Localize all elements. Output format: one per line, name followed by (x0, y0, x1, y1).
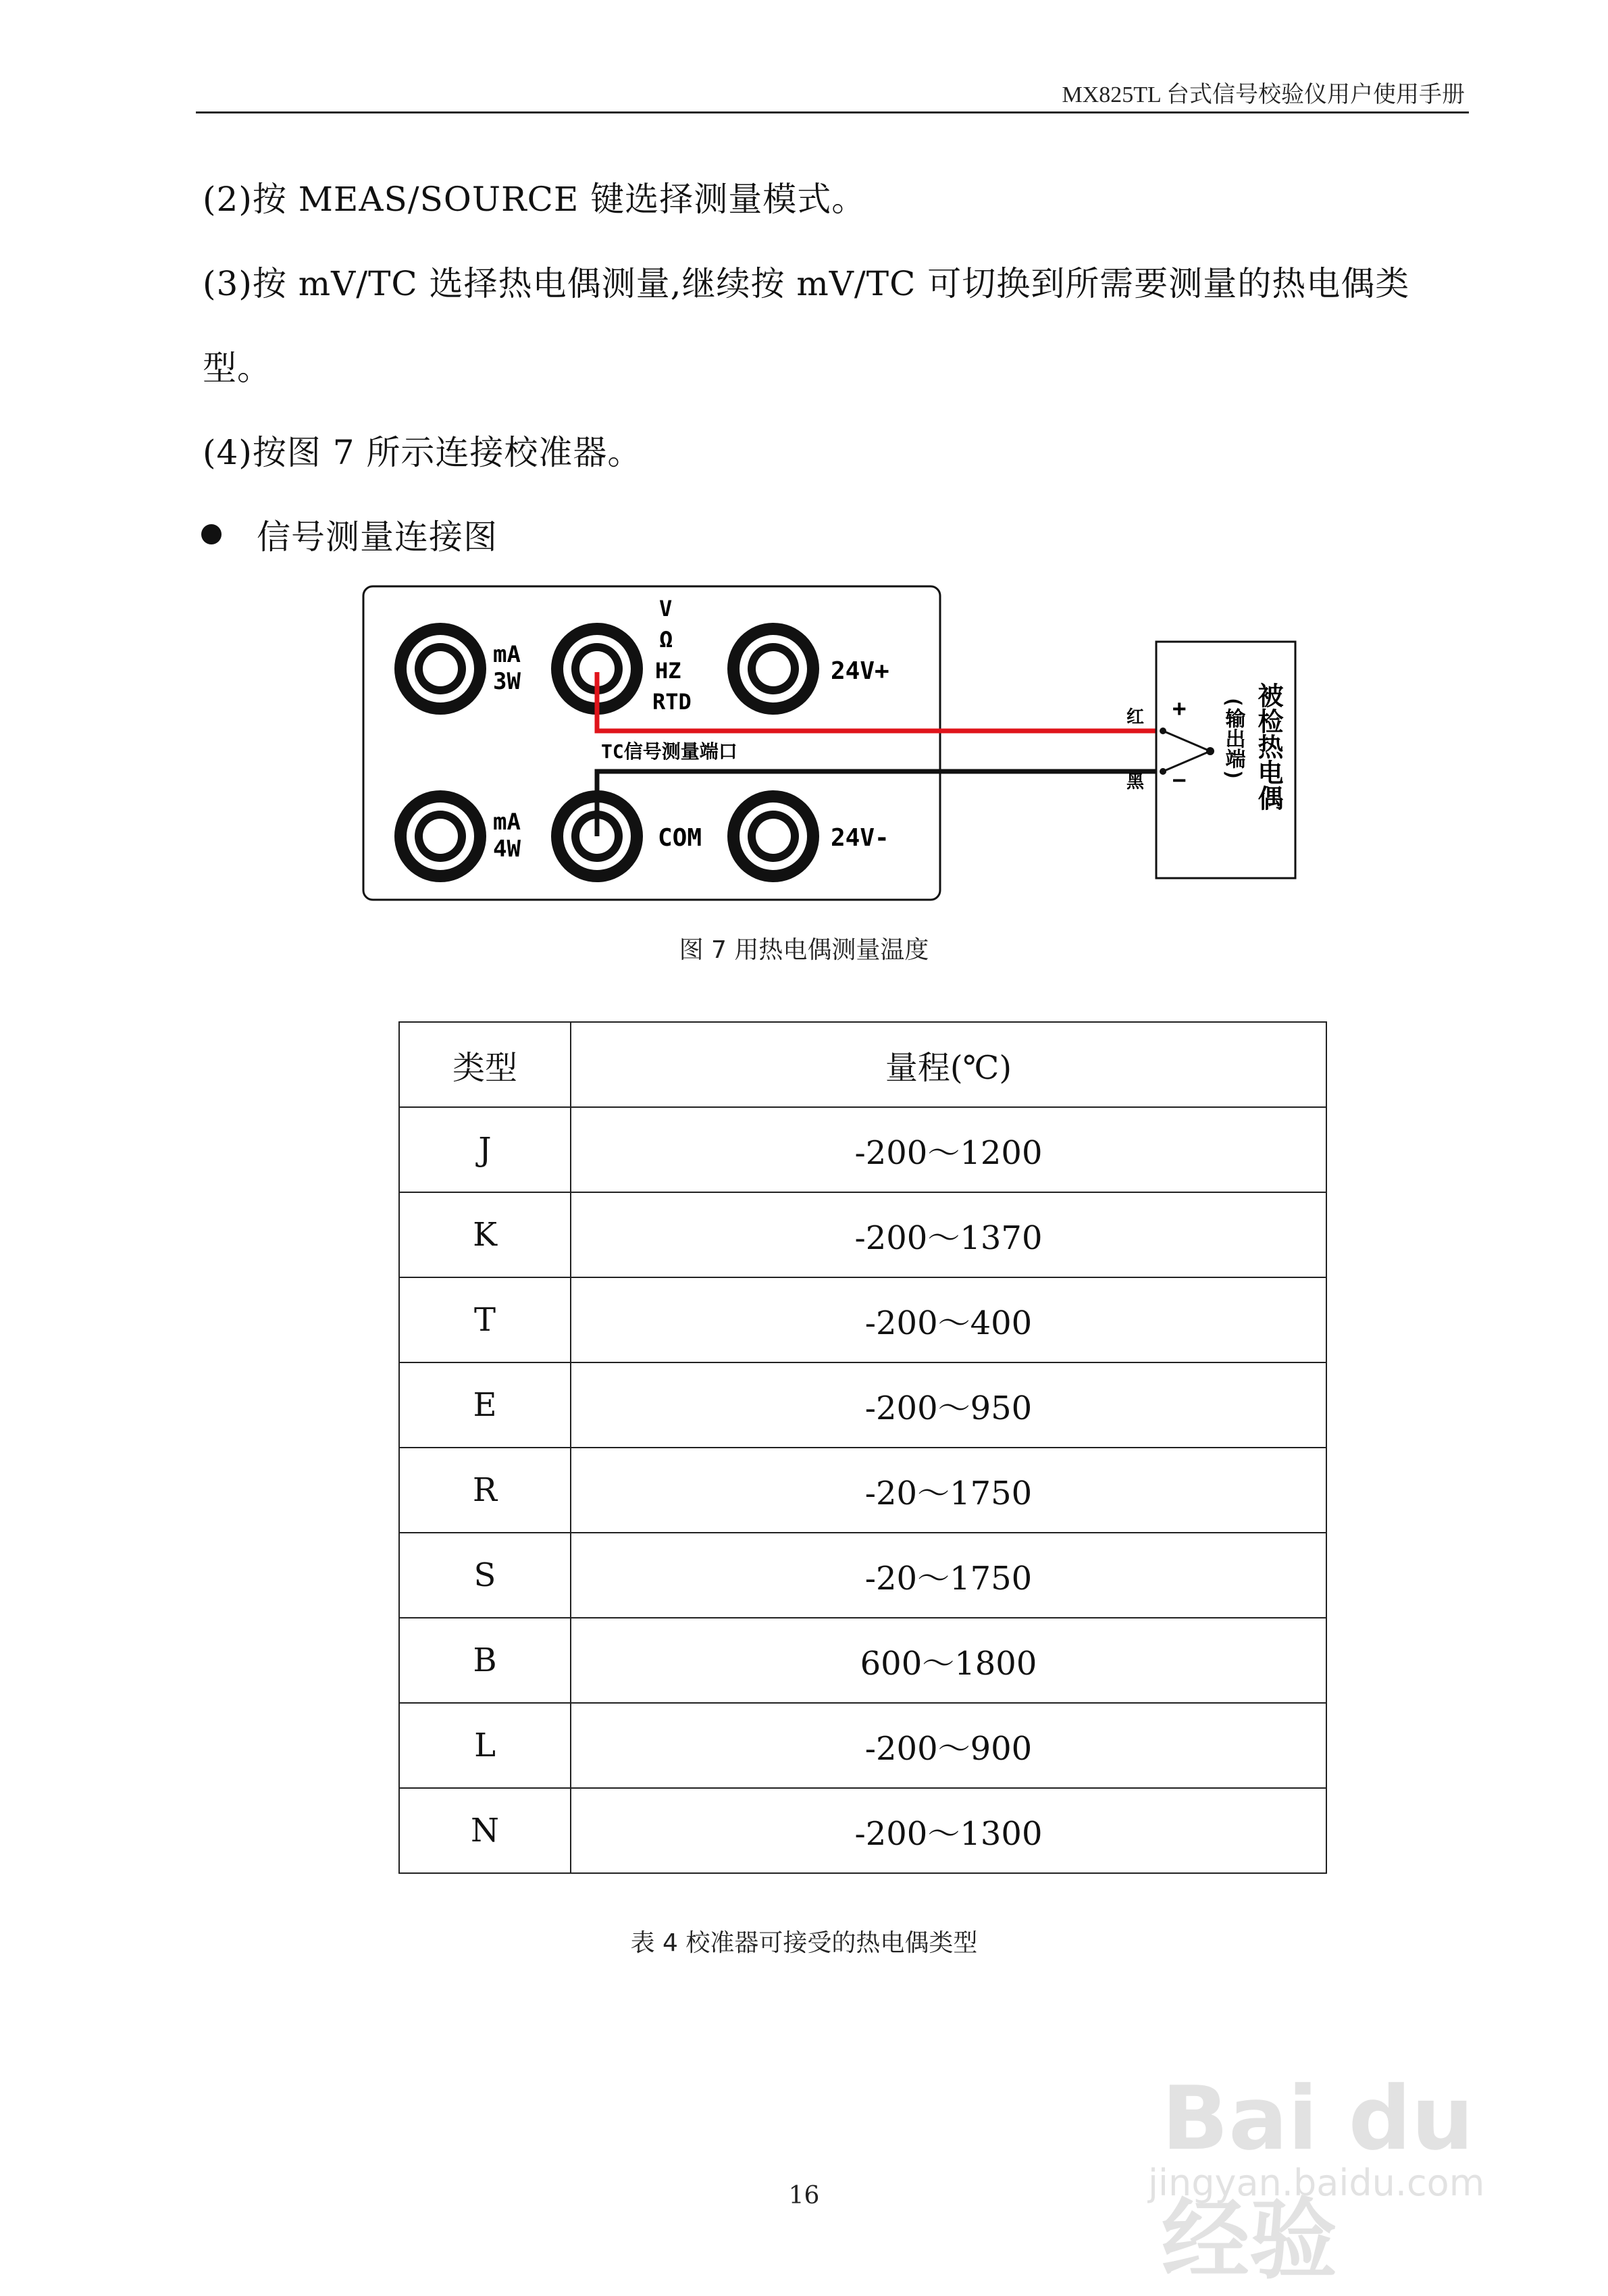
label-ma4w-1: mA (493, 809, 521, 836)
table-row (399, 1362, 1326, 1448)
cell-type: R (399, 1448, 571, 1533)
label-rtd: RTD (652, 689, 692, 715)
label-v: V (659, 596, 673, 621)
table-row (399, 1533, 1326, 1618)
terminal-ma-3w (394, 623, 486, 715)
label-com: COM (658, 824, 702, 852)
cell-range: -200～900 (571, 1703, 1326, 1788)
table-caption: 表 4 校准器可接受的热电偶类型 (630, 1929, 978, 1957)
cell-range: -200～1200 (571, 1107, 1326, 1192)
label-ma3w-1: mA (493, 641, 521, 668)
terminal-ma-4w (394, 790, 486, 882)
cell-type: L (399, 1703, 571, 1788)
cell-range: -20～1750 (571, 1448, 1326, 1533)
label-hz: HZ (655, 658, 681, 684)
terminal-24v-minus (727, 790, 819, 882)
cell-type: B (399, 1618, 571, 1703)
figure-caption: 图 7 用热电偶测量温度 (679, 936, 929, 964)
cell-type: K (399, 1192, 571, 1277)
header-title: MX825TL 台式信号校验仪用户使用手册 (1062, 82, 1465, 107)
plus-sign: + (1172, 695, 1187, 722)
baidu-watermark (1135, 2020, 1513, 2291)
label-ohm: Ω (659, 626, 673, 653)
table-row (399, 1448, 1326, 1533)
cell-range: -20～1750 (571, 1533, 1326, 1618)
table-row (399, 1107, 1326, 1192)
table-row (399, 1618, 1326, 1703)
device-label: 被检热电偶 (1253, 682, 1283, 811)
cell-type: E (399, 1362, 571, 1448)
cell-type: S (399, 1533, 571, 1618)
cell-range: -200～950 (571, 1362, 1326, 1448)
tc-port-label: TC信号测量端口 (601, 740, 737, 763)
header-rule (196, 111, 1469, 113)
label-ma4w-2: 4W (493, 836, 521, 863)
cell-range: 600～1800 (571, 1618, 1326, 1703)
cell-range: -200～400 (571, 1277, 1326, 1362)
header-range: 量程(℃) (571, 1022, 1326, 1107)
cell-range: -200～1370 (571, 1192, 1326, 1277)
table-row (399, 1788, 1326, 1873)
cell-type: T (399, 1277, 571, 1362)
label-24v-minus: 24V- (831, 824, 889, 852)
red-label: 红 (1126, 707, 1145, 728)
paragraph-step-2: (2)按 MEAS/SOURCE 键选择测量模式。 (203, 180, 866, 219)
watermark-logo: Bai du 经验 (1162, 2067, 1474, 2291)
label-24v-plus: 24V+ (831, 657, 889, 685)
terminal-24v-plus (727, 623, 819, 715)
table-row (399, 1703, 1326, 1788)
thermocouple-range-table (398, 1021, 1327, 1874)
bullet-heading: 信号测量连接图 (257, 517, 498, 557)
watermark-url: jingyan.baidu.com (1148, 2162, 1485, 2204)
label-ma3w-2: 3W (493, 668, 521, 695)
paragraph-step-3-line-2: 型。 (203, 349, 271, 388)
table-header-row (399, 1022, 1326, 1107)
connection-diagram (358, 581, 1303, 912)
cell-type: N (399, 1788, 571, 1873)
bullet-dot (201, 524, 222, 544)
table-row (399, 1192, 1326, 1277)
page-number: 16 (788, 2182, 820, 2210)
black-label: 黑 (1126, 772, 1145, 792)
header-type: 类型 (399, 1022, 571, 1107)
minus-sign: − (1172, 767, 1187, 794)
device-sublabel: (输出端) (1221, 696, 1245, 782)
cell-type: J (399, 1107, 571, 1192)
paragraph-step-3-line-1: (3)按 mV/TC 选择热电偶测量,继续按 mV/TC 可切换到所需要测量的热电偶类 (203, 264, 1410, 303)
table-row (399, 1277, 1326, 1362)
cell-range: -200～1300 (571, 1788, 1326, 1873)
paragraph-step-4: (4)按图 7 所示连接校准器。 (203, 433, 642, 472)
